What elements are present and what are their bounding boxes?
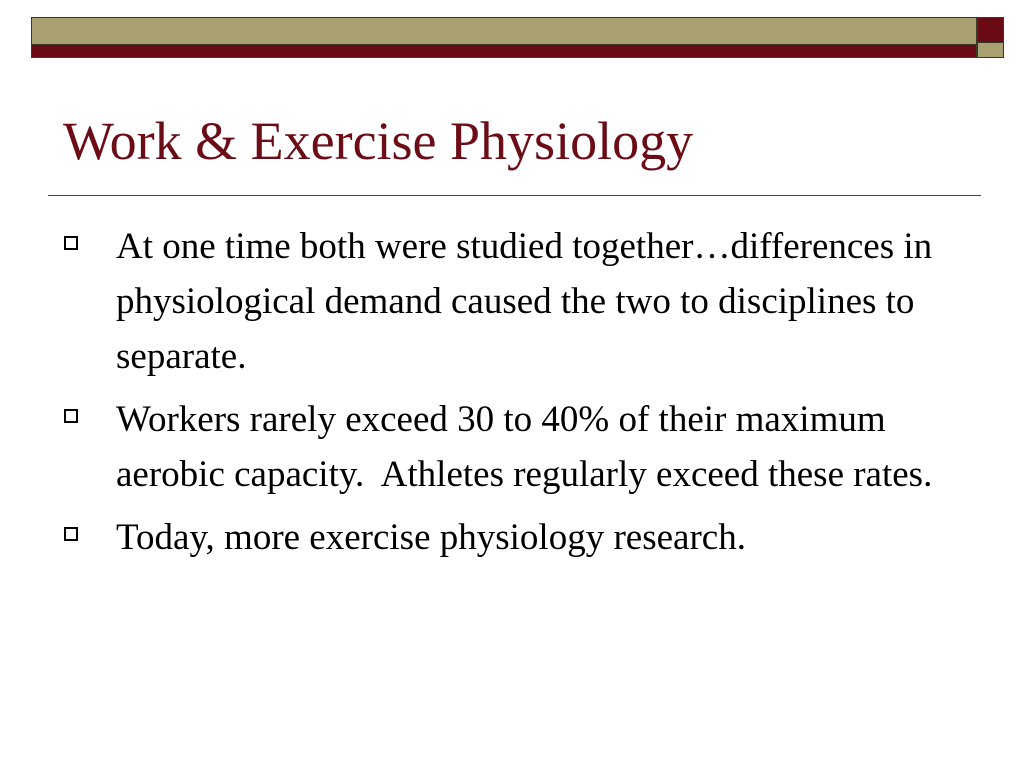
- band-olive-stripe: [32, 18, 976, 44]
- hollow-square-bullet-icon: [64, 409, 78, 423]
- corner-red-block: [977, 17, 1004, 43]
- bullet-text: At one time both were studied together…differences in physiological demand caused the two to disciplines to separate.: [116, 226, 933, 377]
- bullet-item: [62, 510, 962, 565]
- bullet-item: [62, 219, 962, 384]
- slide-body: [62, 219, 962, 573]
- bullet-item: [62, 392, 962, 502]
- hollow-square-bullet-icon: [64, 527, 78, 541]
- hollow-square-bullet-icon: [64, 236, 78, 250]
- bullet-text: Today, more exercise physiology research.: [116, 517, 746, 558]
- header-decorative-band: [31, 17, 977, 58]
- slide-title: Work & Exercise Physiology: [63, 111, 694, 171]
- bullet-text: Workers rarely exceed 30 to 40% of their maximum aerobic capacity. Athletes regularly exceed these rates.: [116, 399, 933, 495]
- title-divider: [48, 195, 981, 196]
- band-red-stripe: [32, 44, 976, 58]
- corner-olive-block: [977, 42, 1004, 58]
